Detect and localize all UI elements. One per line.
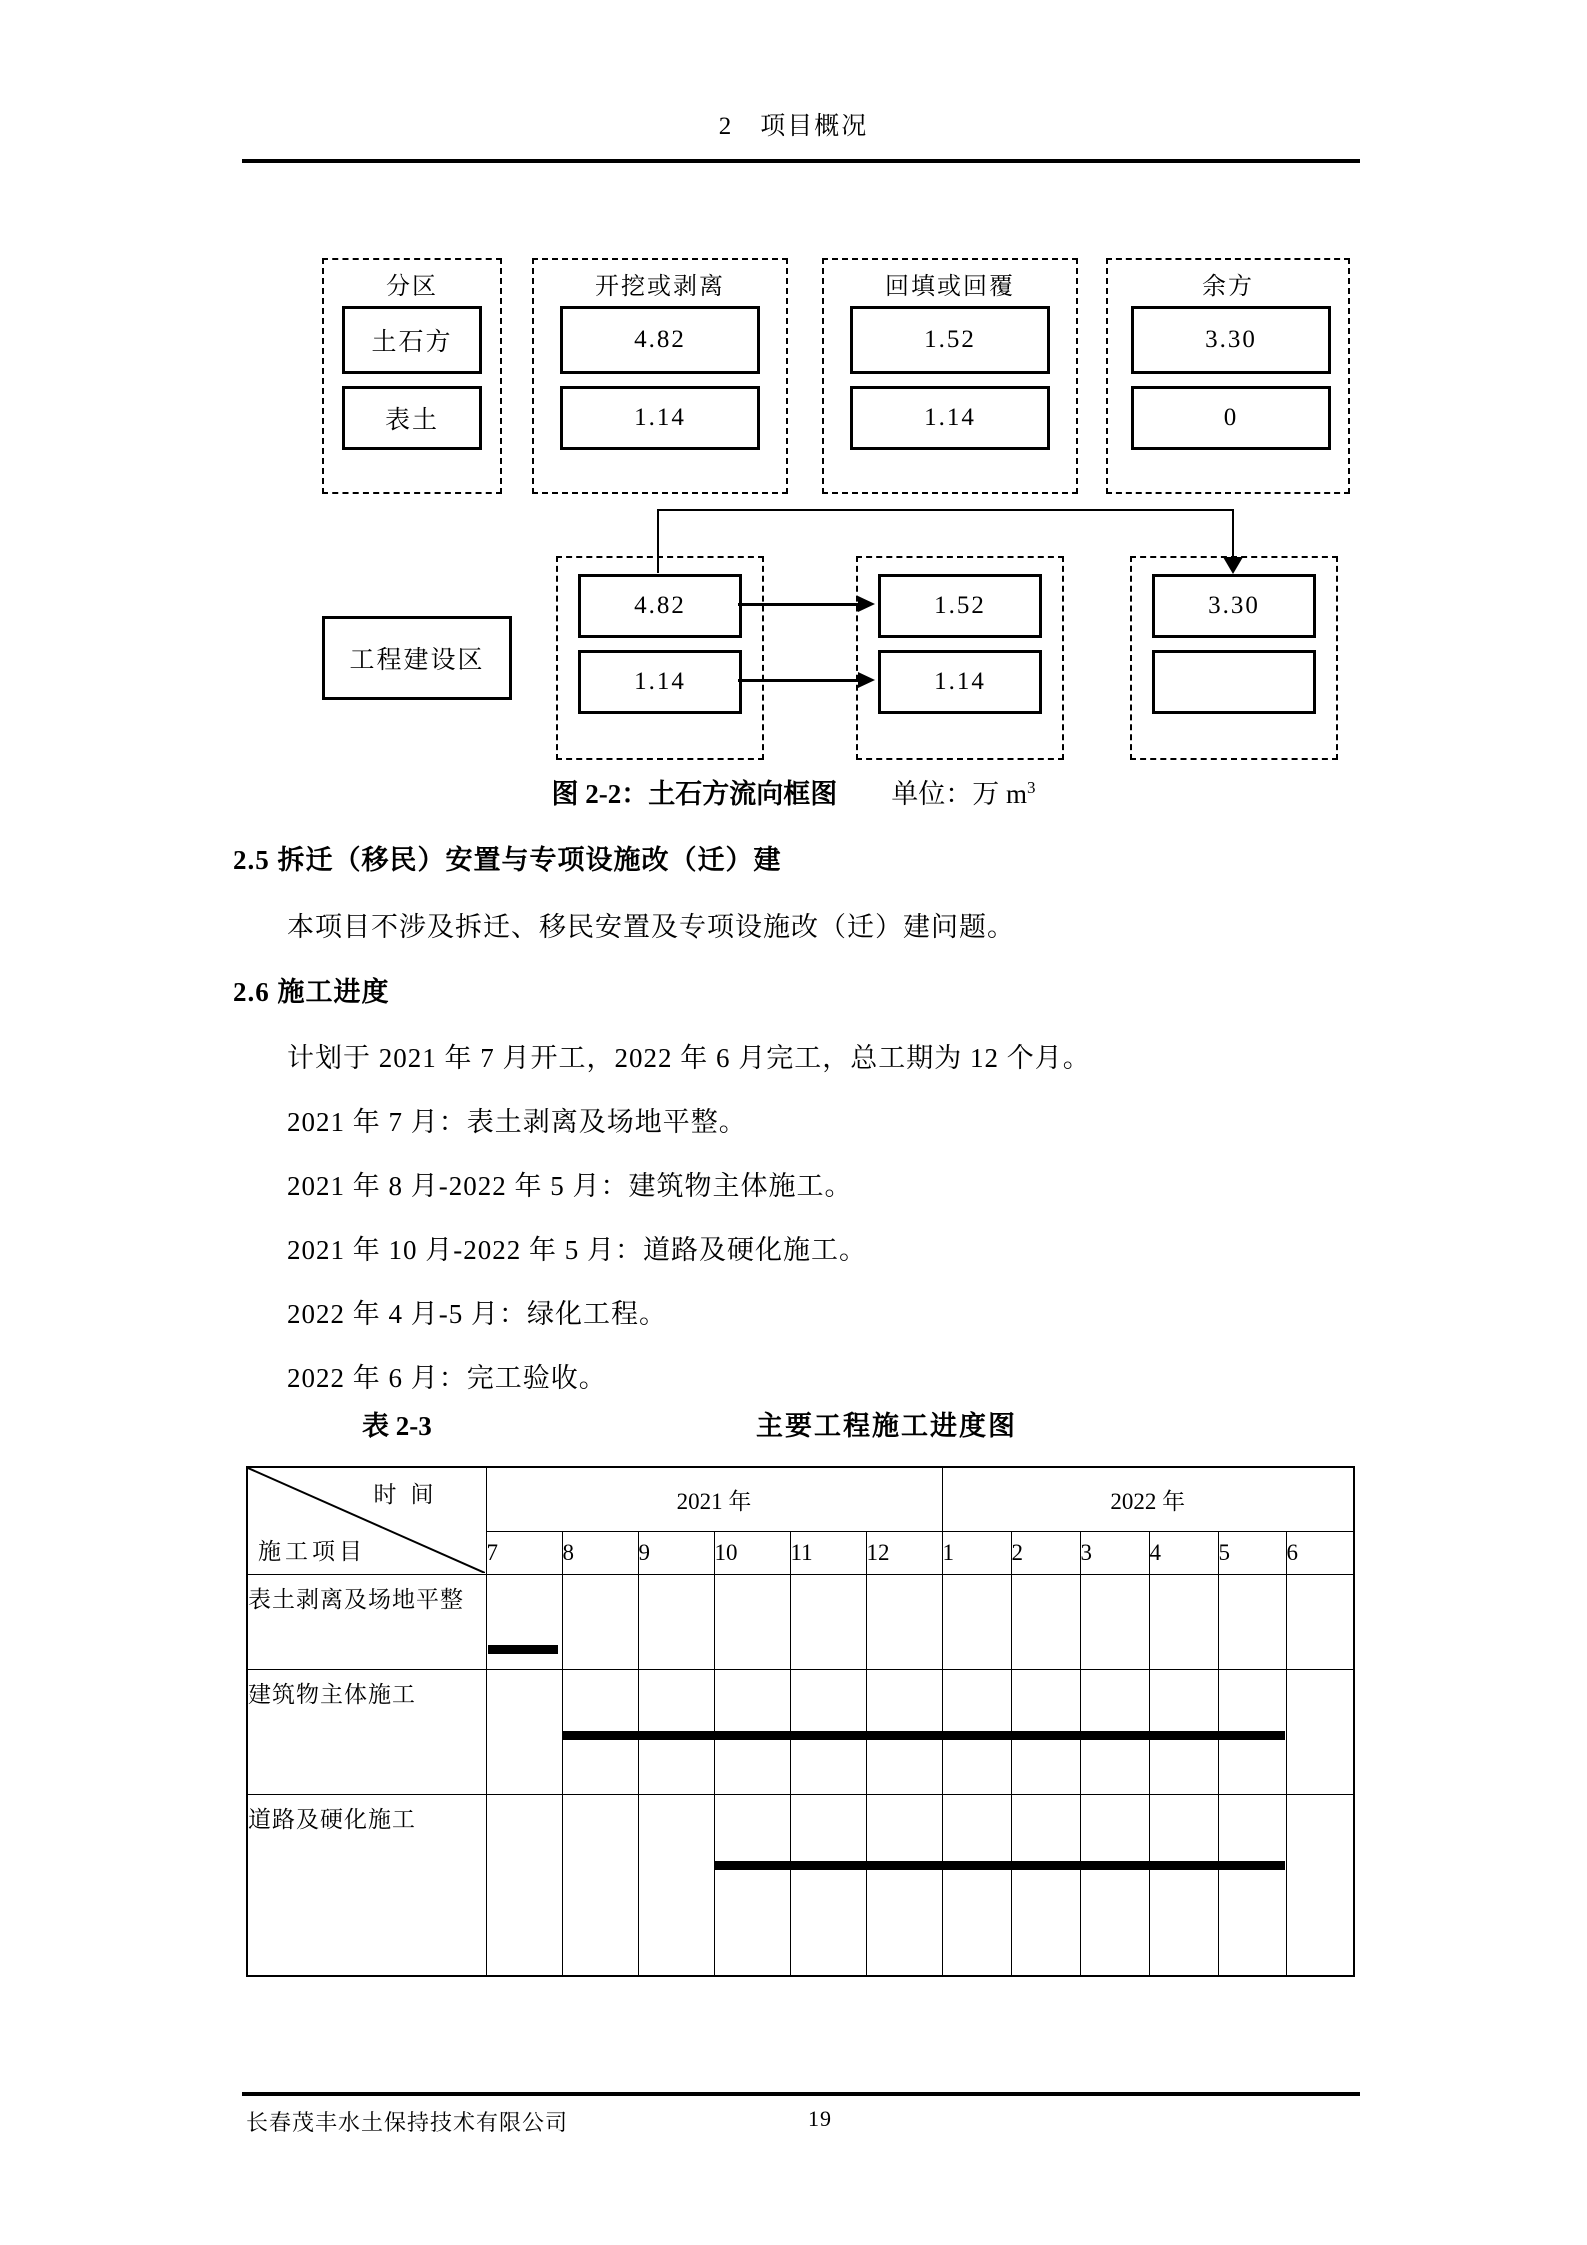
gantt-cell: [714, 1794, 790, 1976]
month-header: 1: [942, 1531, 1011, 1574]
gantt-bar-topsoil: [488, 1645, 558, 1654]
gantt-bar-road-hardening: [714, 1861, 1285, 1870]
diagram-group-fenqu: [322, 258, 502, 494]
gantt-cell: [486, 1669, 562, 1794]
figure-caption-unit-sup: 3: [1027, 778, 1036, 797]
schedule-line: 2021 年 7 月：表土剥离及场地平整。: [287, 1107, 747, 1137]
page-title: 2 项目概况: [718, 113, 869, 140]
table-corner-cell: [247, 1467, 486, 1574]
month-header: 5: [1218, 1531, 1286, 1574]
year-header-2022: 2022 年: [942, 1467, 1354, 1531]
value-box: 4.82: [578, 574, 742, 638]
schedule-line: 2022 年 6 月：完工验收。: [287, 1363, 607, 1393]
section-2-5-heading: 2.5 拆迁（移民）安置与专项设施改（迁）建: [233, 845, 782, 875]
month-header: 7: [486, 1531, 562, 1574]
task-row-label: 表土剥离及场地平整: [247, 1574, 486, 1669]
gantt-cell: [714, 1574, 790, 1669]
right-arrow-icon: [858, 672, 875, 688]
corner-label-time: 时间: [373, 1482, 448, 1507]
gantt-cell: [1286, 1574, 1354, 1669]
value-box: 表土: [342, 386, 482, 450]
figure-caption-unit-text: 单位：万 m: [891, 779, 1027, 809]
gantt-cell: [1011, 1794, 1080, 1976]
gantt-cell: [486, 1574, 562, 1669]
month-header: 9: [638, 1531, 714, 1574]
construction-area-box: 工程建设区: [322, 616, 512, 700]
figure-caption-label: 图 2-2：土石方流向框图: [551, 779, 838, 809]
gantt-cell: [562, 1794, 638, 1976]
flow-column-1: [556, 556, 764, 760]
task-row-label: 建筑物主体施工: [247, 1669, 486, 1794]
month-header: 11: [790, 1531, 866, 1574]
group-title: 回填或回覆: [885, 274, 1015, 300]
footer-page-number: 19: [808, 2106, 832, 2131]
value-box: 1.52: [878, 574, 1042, 638]
diagram-group-excavation: [532, 258, 788, 494]
table-label: 表 2-3: [362, 1411, 432, 1441]
flow-arrow-bottom-line: [738, 679, 860, 682]
schedule-line: 2022 年 4 月-5 月：绿化工程。: [287, 1299, 667, 1329]
value-box: 1.14: [560, 386, 760, 450]
gantt-cell: [866, 1574, 942, 1669]
gantt-cell: [866, 1794, 942, 1976]
month-header: 6: [1286, 1531, 1354, 1574]
group-title: 分区: [386, 274, 438, 300]
connector-horizontal-line: [657, 509, 1234, 511]
table-title: 主要工程施工进度图: [756, 1411, 1017, 1441]
gantt-cell: [1218, 1794, 1286, 1976]
value-box: 1.14: [850, 386, 1050, 450]
gantt-bar-main-construction: [562, 1731, 1285, 1740]
gantt-cell: [1149, 1794, 1218, 1976]
gantt-cell: [1286, 1794, 1354, 1976]
month-header: 2: [1011, 1531, 1080, 1574]
year-header-2021: 2021 年: [486, 1467, 942, 1531]
group-title: 余方: [1202, 274, 1254, 300]
task-row-label: 道路及硬化施工: [247, 1794, 486, 1976]
earthwork-flow-diagram: [0, 0, 1587, 820]
gantt-cell: [942, 1574, 1011, 1669]
value-box: 土石方: [342, 306, 482, 374]
month-header: 10: [714, 1531, 790, 1574]
month-header: 8: [562, 1531, 638, 1574]
gantt-cell: [486, 1794, 562, 1976]
gantt-cell: [1080, 1794, 1149, 1976]
value-box: [1152, 650, 1316, 714]
gantt-cell: [1011, 1574, 1080, 1669]
schedule-line: 2021 年 10 月-2022 年 5 月：道路及硬化施工。: [287, 1235, 867, 1265]
figure-caption-unit: [891, 779, 1035, 809]
value-box: 4.82: [560, 306, 760, 374]
corner-label-project: 施工项目: [258, 1538, 366, 1564]
month-header: 3: [1080, 1531, 1149, 1574]
figure-caption: [0, 772, 1587, 811]
gantt-cell: [790, 1794, 866, 1976]
connector-right-drop-line: [1232, 509, 1234, 558]
gantt-cell: [790, 1574, 866, 1669]
gantt-cell: [1149, 1574, 1218, 1669]
construction-schedule-table: [246, 1466, 1355, 1977]
gantt-cell: [638, 1574, 714, 1669]
value-box: 1.14: [578, 650, 742, 714]
group-title: 开挖或剥离: [595, 274, 725, 300]
right-arrow-icon: [858, 596, 875, 612]
value-box: 1.52: [850, 306, 1050, 374]
gantt-cell: [638, 1794, 714, 1976]
section-2-6-heading: 2.6 施工进度: [233, 977, 390, 1007]
gantt-cell: [942, 1794, 1011, 1976]
gantt-cell: [1286, 1669, 1354, 1794]
value-box: 1.14: [878, 650, 1042, 714]
month-header: 4: [1149, 1531, 1218, 1574]
schedule-line: 计划于 2021 年 7 月开工，2022 年 6 月完工，总工期为 12 个月。: [287, 1043, 1091, 1073]
diagram-group-backfill: [822, 258, 1078, 494]
flow-column-2: [856, 556, 1064, 760]
gantt-cell: [1080, 1574, 1149, 1669]
flow-arrow-top-line: [738, 603, 860, 606]
section-2-5-body: 本项目不涉及拆迁、移民安置及专项设施改（迁）建问题。: [287, 912, 1015, 942]
month-header: 12: [866, 1531, 942, 1574]
value-box: 3.30: [1152, 574, 1316, 638]
diagram-group-surplus: [1106, 258, 1350, 494]
footer-company: 长春茂丰水土保持技术有限公司: [246, 2110, 569, 2135]
flow-column-3: [1130, 556, 1338, 760]
value-box: 0: [1131, 386, 1331, 450]
gantt-cell: [562, 1574, 638, 1669]
value-box: 3.30: [1131, 306, 1331, 374]
schedule-line: 2021 年 8 月-2022 年 5 月：建筑物主体施工。: [287, 1171, 853, 1201]
footer-divider: [242, 2092, 1360, 2096]
gantt-cell: [1218, 1574, 1286, 1669]
